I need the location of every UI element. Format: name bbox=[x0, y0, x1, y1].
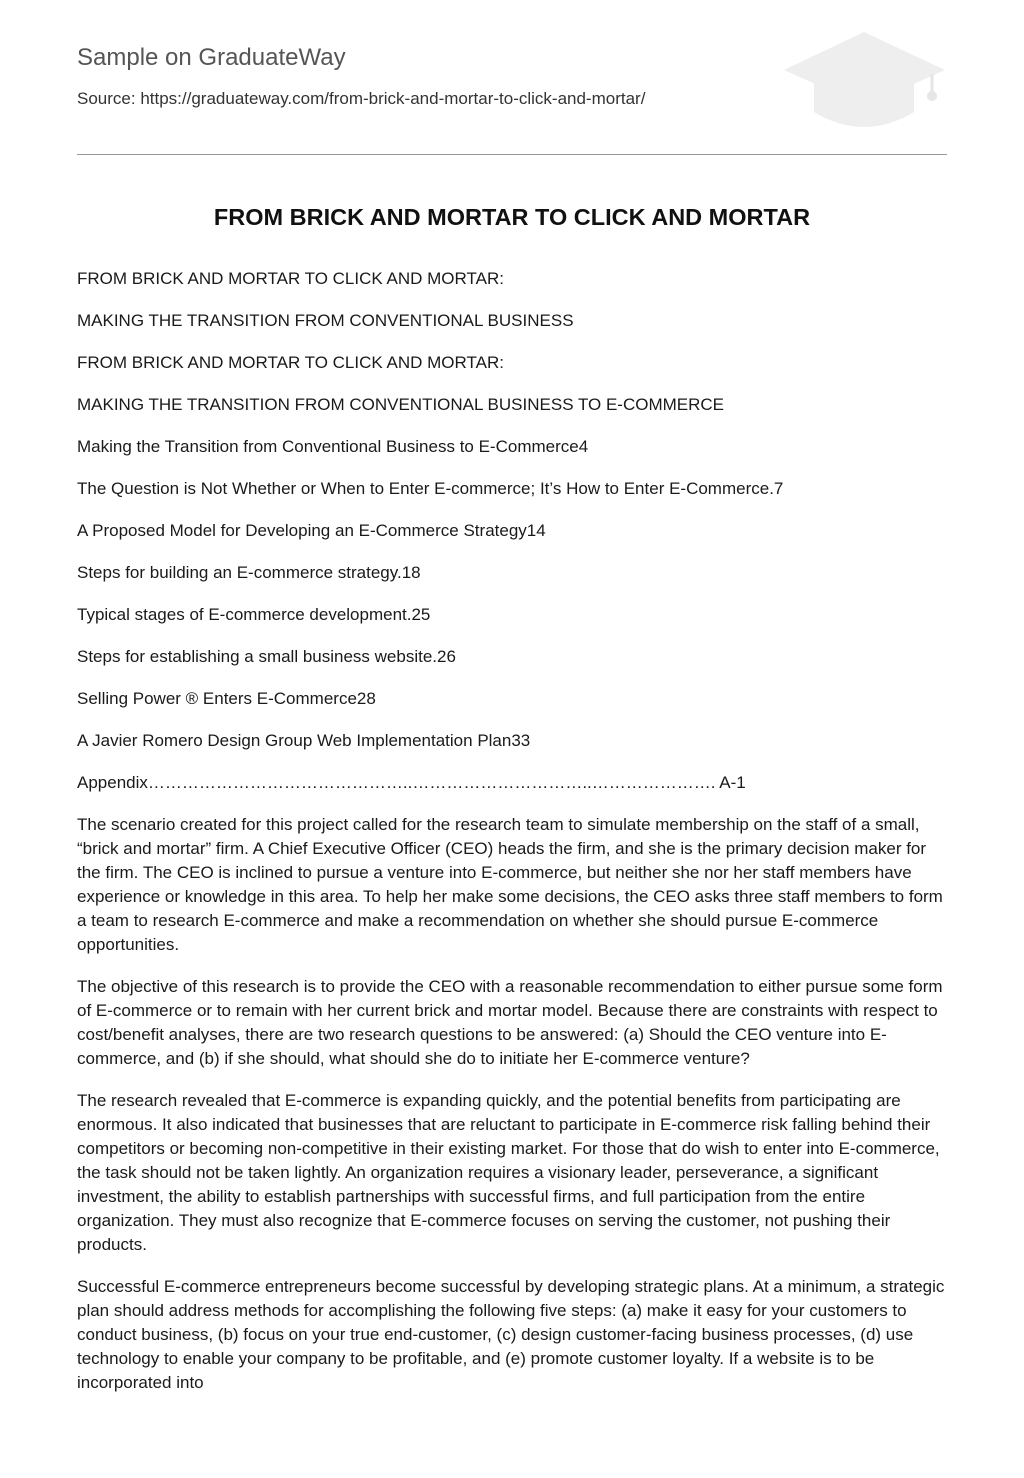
document-title: FROM BRICK AND MORTAR TO CLICK AND MORTAR bbox=[213, 204, 811, 230]
toc-line: Appendix………………………………………..…………………………..…………………. A-1 bbox=[77, 773, 746, 792]
source-line bbox=[77, 89, 645, 109]
toc-line: A Javier Romero Design Group Web Implementation Plan33 bbox=[77, 731, 531, 750]
toc-line: The Question is Not Whether or When to Enter E-commerce; It’s How to Enter E-Commerce.7 bbox=[77, 479, 784, 498]
toc-line: Selling Power ® Enters E-Commerce28 bbox=[77, 689, 376, 708]
document-body bbox=[77, 267, 949, 1413]
source-label: Source: bbox=[77, 89, 136, 108]
toc-line: MAKING THE TRANSITION FROM CONVENTIONAL BUSINESS TO E-COMMERCE bbox=[77, 395, 725, 414]
graduation-cap-icon bbox=[782, 30, 947, 132]
toc-line: FROM BRICK AND MORTAR TO CLICK AND MORTAR: bbox=[77, 353, 504, 372]
toc-line: A Proposed Model for Developing an E-Commerce Strategy14 bbox=[77, 521, 546, 540]
source-link[interactable]: https://graduateway.com/from-brick-and-mortar-to-click-and-mortar/ bbox=[140, 89, 646, 108]
site-name: Sample on GraduateWay bbox=[77, 44, 346, 71]
toc-line: MAKING THE TRANSITION FROM CONVENTIONAL BUSINESS bbox=[77, 311, 574, 330]
body-paragraph: The objective of this research is to provide the CEO with a reasonable recommendation to either pursue some form of E-commerce or to remain with her current brick and mortar model. Because there are constraints with respect to cost/benefit analyses, there are two research questions to be answered: (a) Should the CEO venture into E-commerce, and (b) if she should, what should she do to initiate her E-commerce venture? bbox=[77, 977, 943, 1068]
toc-line: Typical stages of E-commerce development.25 bbox=[77, 605, 431, 624]
body-paragraph: The scenario created for this project called for the research team to simulate membership on the staff of a small, “brick and mortar” firm. A Chief Executive Officer (CEO) heads the firm, and she is the primary decision maker for the firm. The CEO is inclined to pursue a venture into E-commerce, but neither she nor her staff members have experience or knowledge in this area. To help her make some decisions, the CEO asks three staff members to form a team to research E-commerce and make a recommendation on whether she should pursue E-commerce opportunities. bbox=[77, 815, 943, 954]
toc-line: FROM BRICK AND MORTAR TO CLICK AND MORTAR: bbox=[77, 269, 504, 288]
body-paragraph: The research revealed that E-commerce is expanding quickly, and the potential benefits from participating are enormous. It also indicated that businesses that are reluctant to participate in E-commerce risk falling behind their competitors or becoming non-competitive in their existing market. For those that do wish to enter into E-commerce, the task should not be taken lightly. An organization requires a visionary leader, perseverance, a significant investment, the ability to establish partnerships with successful firms, and full participation from the entire organization. They must also recognize that E-commerce focuses on serving the customer, not pushing their products. bbox=[77, 1091, 940, 1254]
toc-line: Steps for building an E-commerce strategy.18 bbox=[77, 563, 421, 582]
toc-line: Making the Transition from Conventional Business to E-Commerce4 bbox=[77, 437, 589, 456]
header-divider bbox=[77, 154, 947, 155]
body-paragraph: Successful E-commerce entrepreneurs become successful by developing strategic plans. At a minimum, a strategic plan should address methods for accomplishing the following five steps: (a) make it easy for your customers to conduct business, (b) focus on your true end-customer, (c) design customer-facing business processes, (d) use technology to enable your company to be profitable, and (e) promote customer loyalty. If a website is to be incorporated into bbox=[77, 1277, 945, 1392]
toc-line: Steps for establishing a small business website.26 bbox=[77, 647, 456, 666]
page-header bbox=[77, 0, 947, 156]
